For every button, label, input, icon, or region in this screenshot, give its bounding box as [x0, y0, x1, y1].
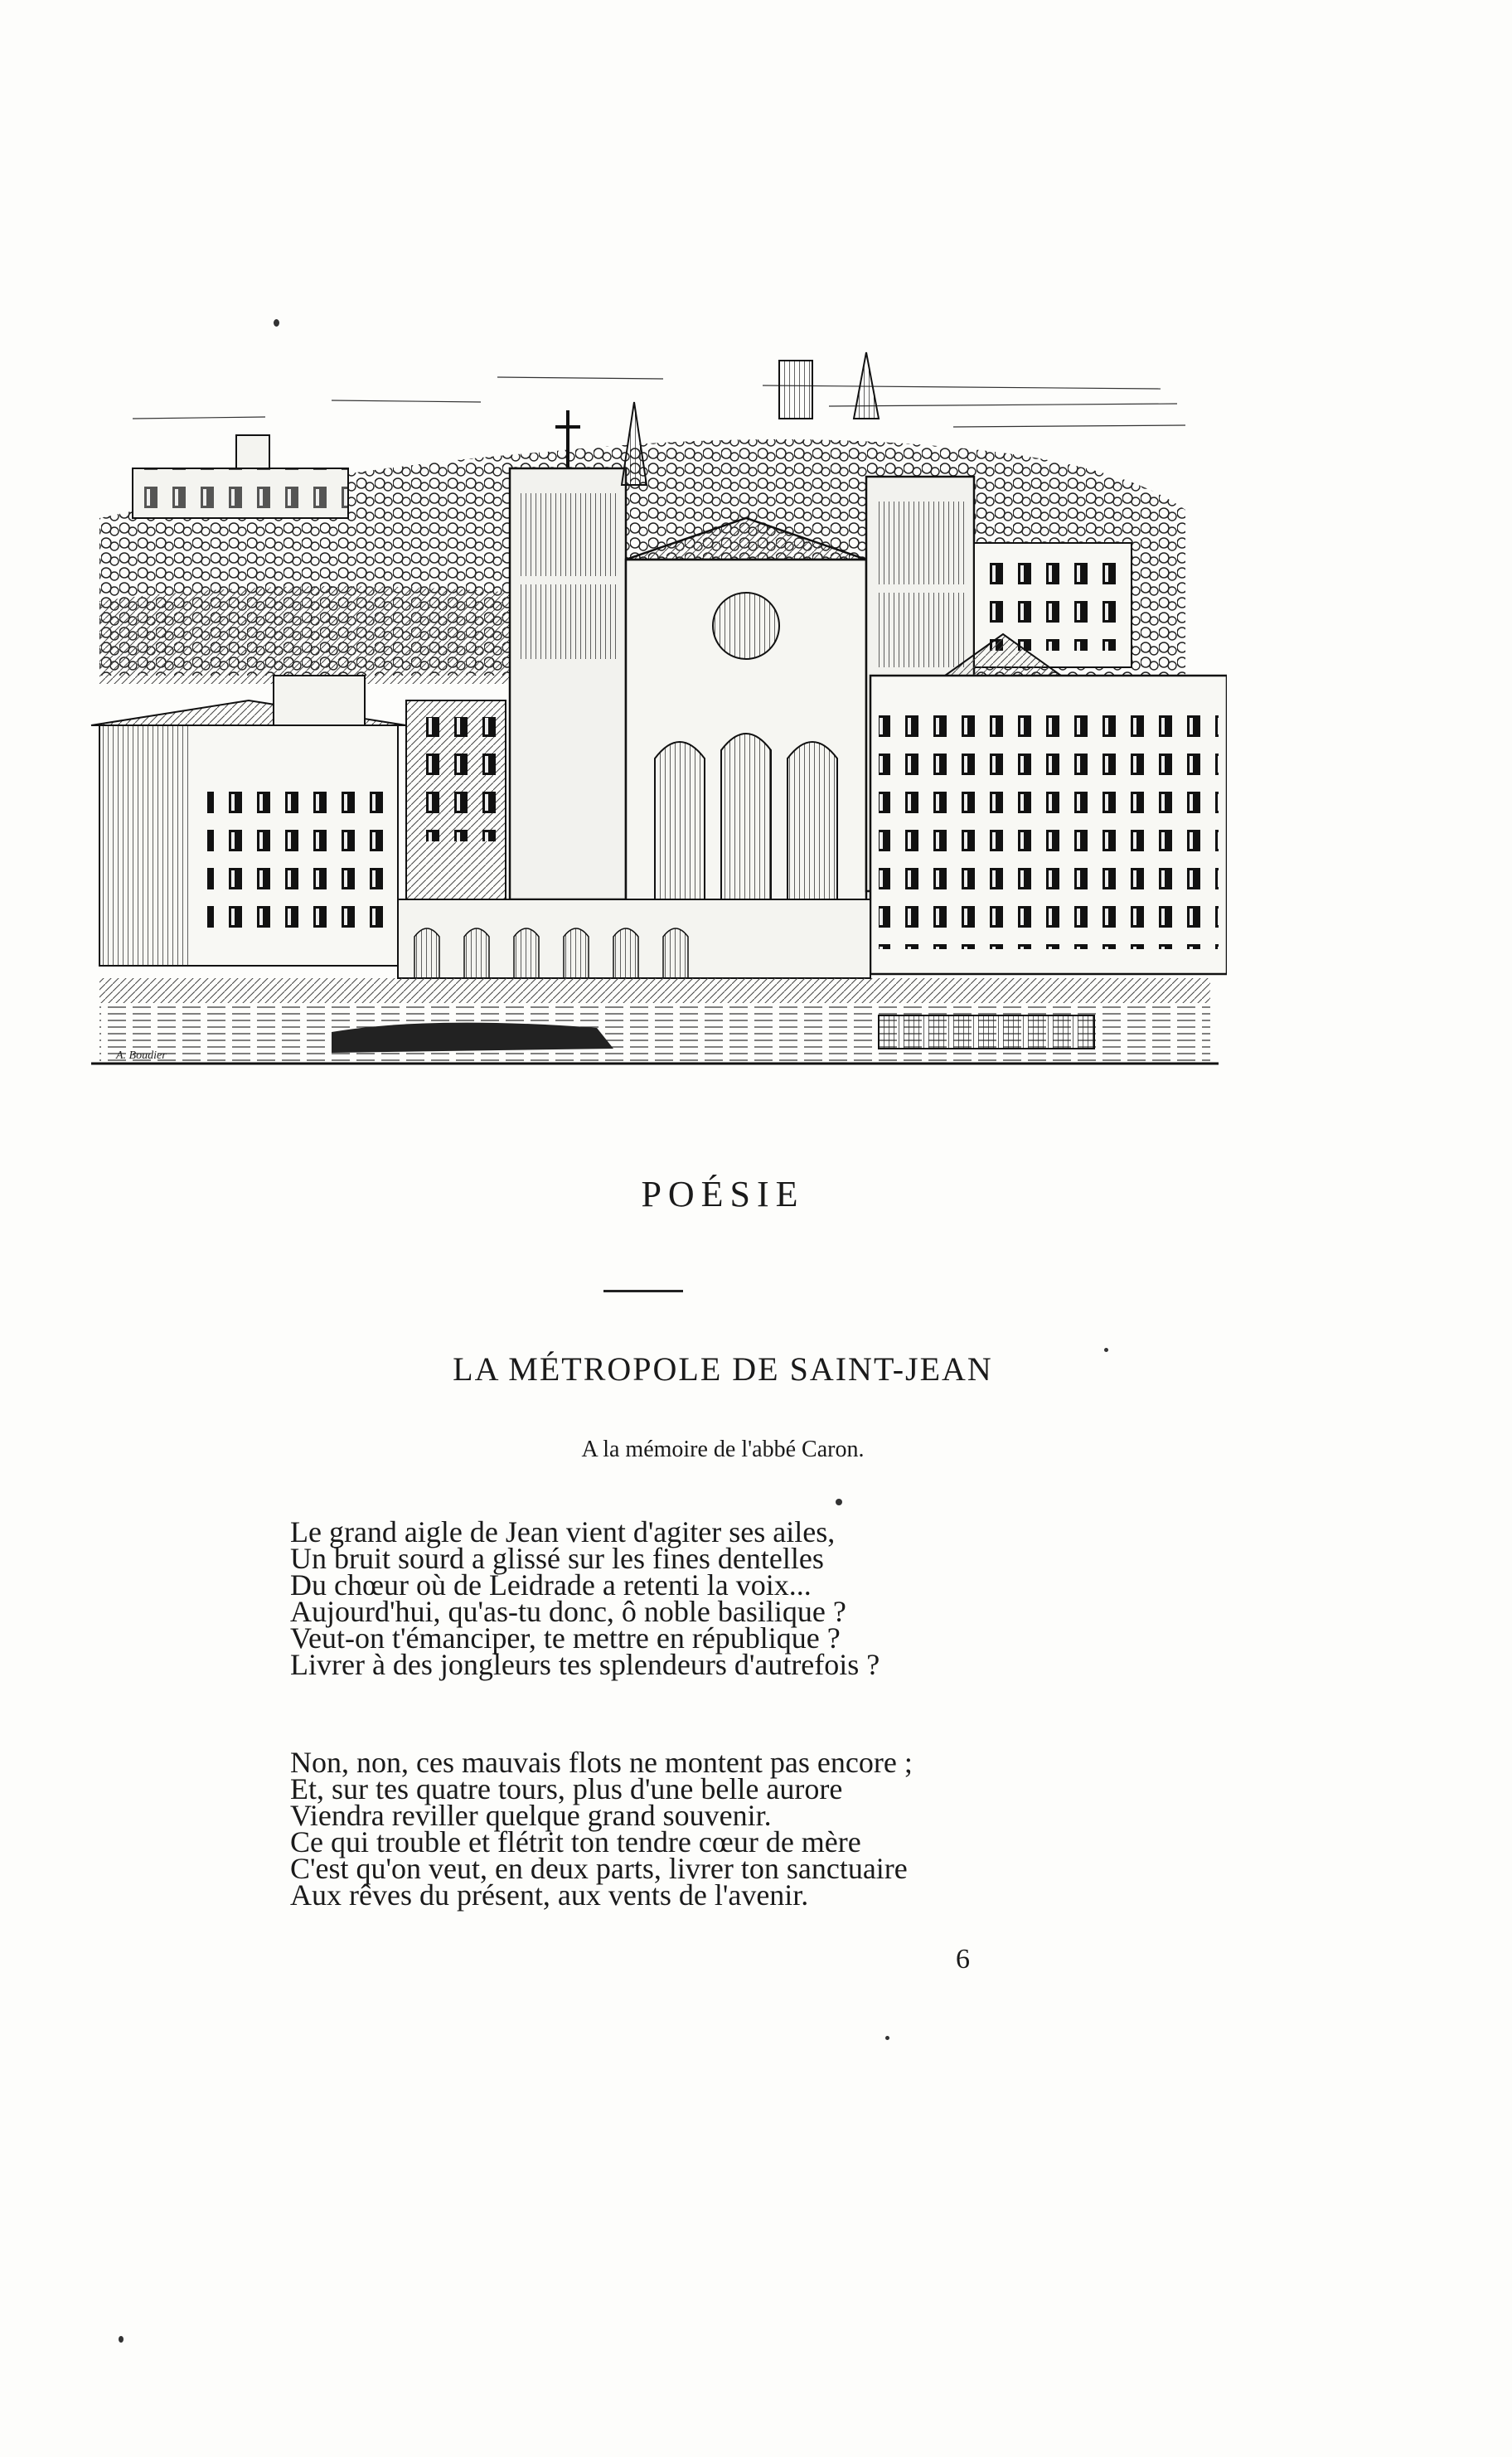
verse-line: Du chœur où de Leidrade a retenti la voix... — [290, 1568, 812, 1602]
cathedral-engraving — [83, 327, 1227, 1073]
verse-line: C'est qu'on veut, en deux parts, livrer ton sanctuaire — [290, 1852, 908, 1885]
verse-line: Aux rêves du présent, aux vents de l'avenir. — [290, 1878, 809, 1912]
print-speck — [1104, 1348, 1108, 1352]
print-speck — [119, 2336, 124, 2343]
verse-line: Non, non, ces mauvais flots ne montent pas encore ; — [290, 1746, 913, 1779]
stanza-1 — [290, 1515, 1119, 1681]
verse-line: Et, sur tes quatre tours, plus d'une belle aurore — [290, 1772, 843, 1805]
verse-line: Ce qui trouble et flétrit ton tendre cœur de mère — [290, 1825, 861, 1858]
poem-title: LA MÉTROPOLE DE SAINT-JEAN — [453, 1350, 993, 1388]
stanza-2 — [290, 1746, 1119, 1912]
verse-line: Viendra reviller quelque grand souvenir. — [290, 1799, 772, 1832]
print-speck — [885, 2036, 889, 2040]
verse-line: Aujourd'hui, qu'as-tu donc, ô noble basilique ? — [290, 1595, 846, 1628]
poem-dedication: A la mémoire de l'abbé Caron. — [581, 1437, 865, 1462]
verse-line: Un bruit sourd a glissé sur les fines dentelles — [290, 1542, 824, 1575]
section-title: POÉSIE — [641, 1174, 805, 1214]
print-speck — [274, 319, 279, 327]
engraving-signature: A. Boudier — [116, 1049, 167, 1062]
print-speck — [836, 1499, 842, 1505]
verse-line: Veut-on t'émanciper, te mettre en république ? — [290, 1621, 841, 1655]
verse-line: Livrer à des jongleurs tes splendeurs d'autrefois ? — [290, 1648, 880, 1681]
title-divider — [603, 1290, 683, 1292]
page-number: 6 — [956, 1944, 970, 1975]
engraving-svg — [83, 327, 1227, 1073]
verse-line: Le grand aigle de Jean vient d'agiter ses ailes, — [290, 1515, 836, 1548]
